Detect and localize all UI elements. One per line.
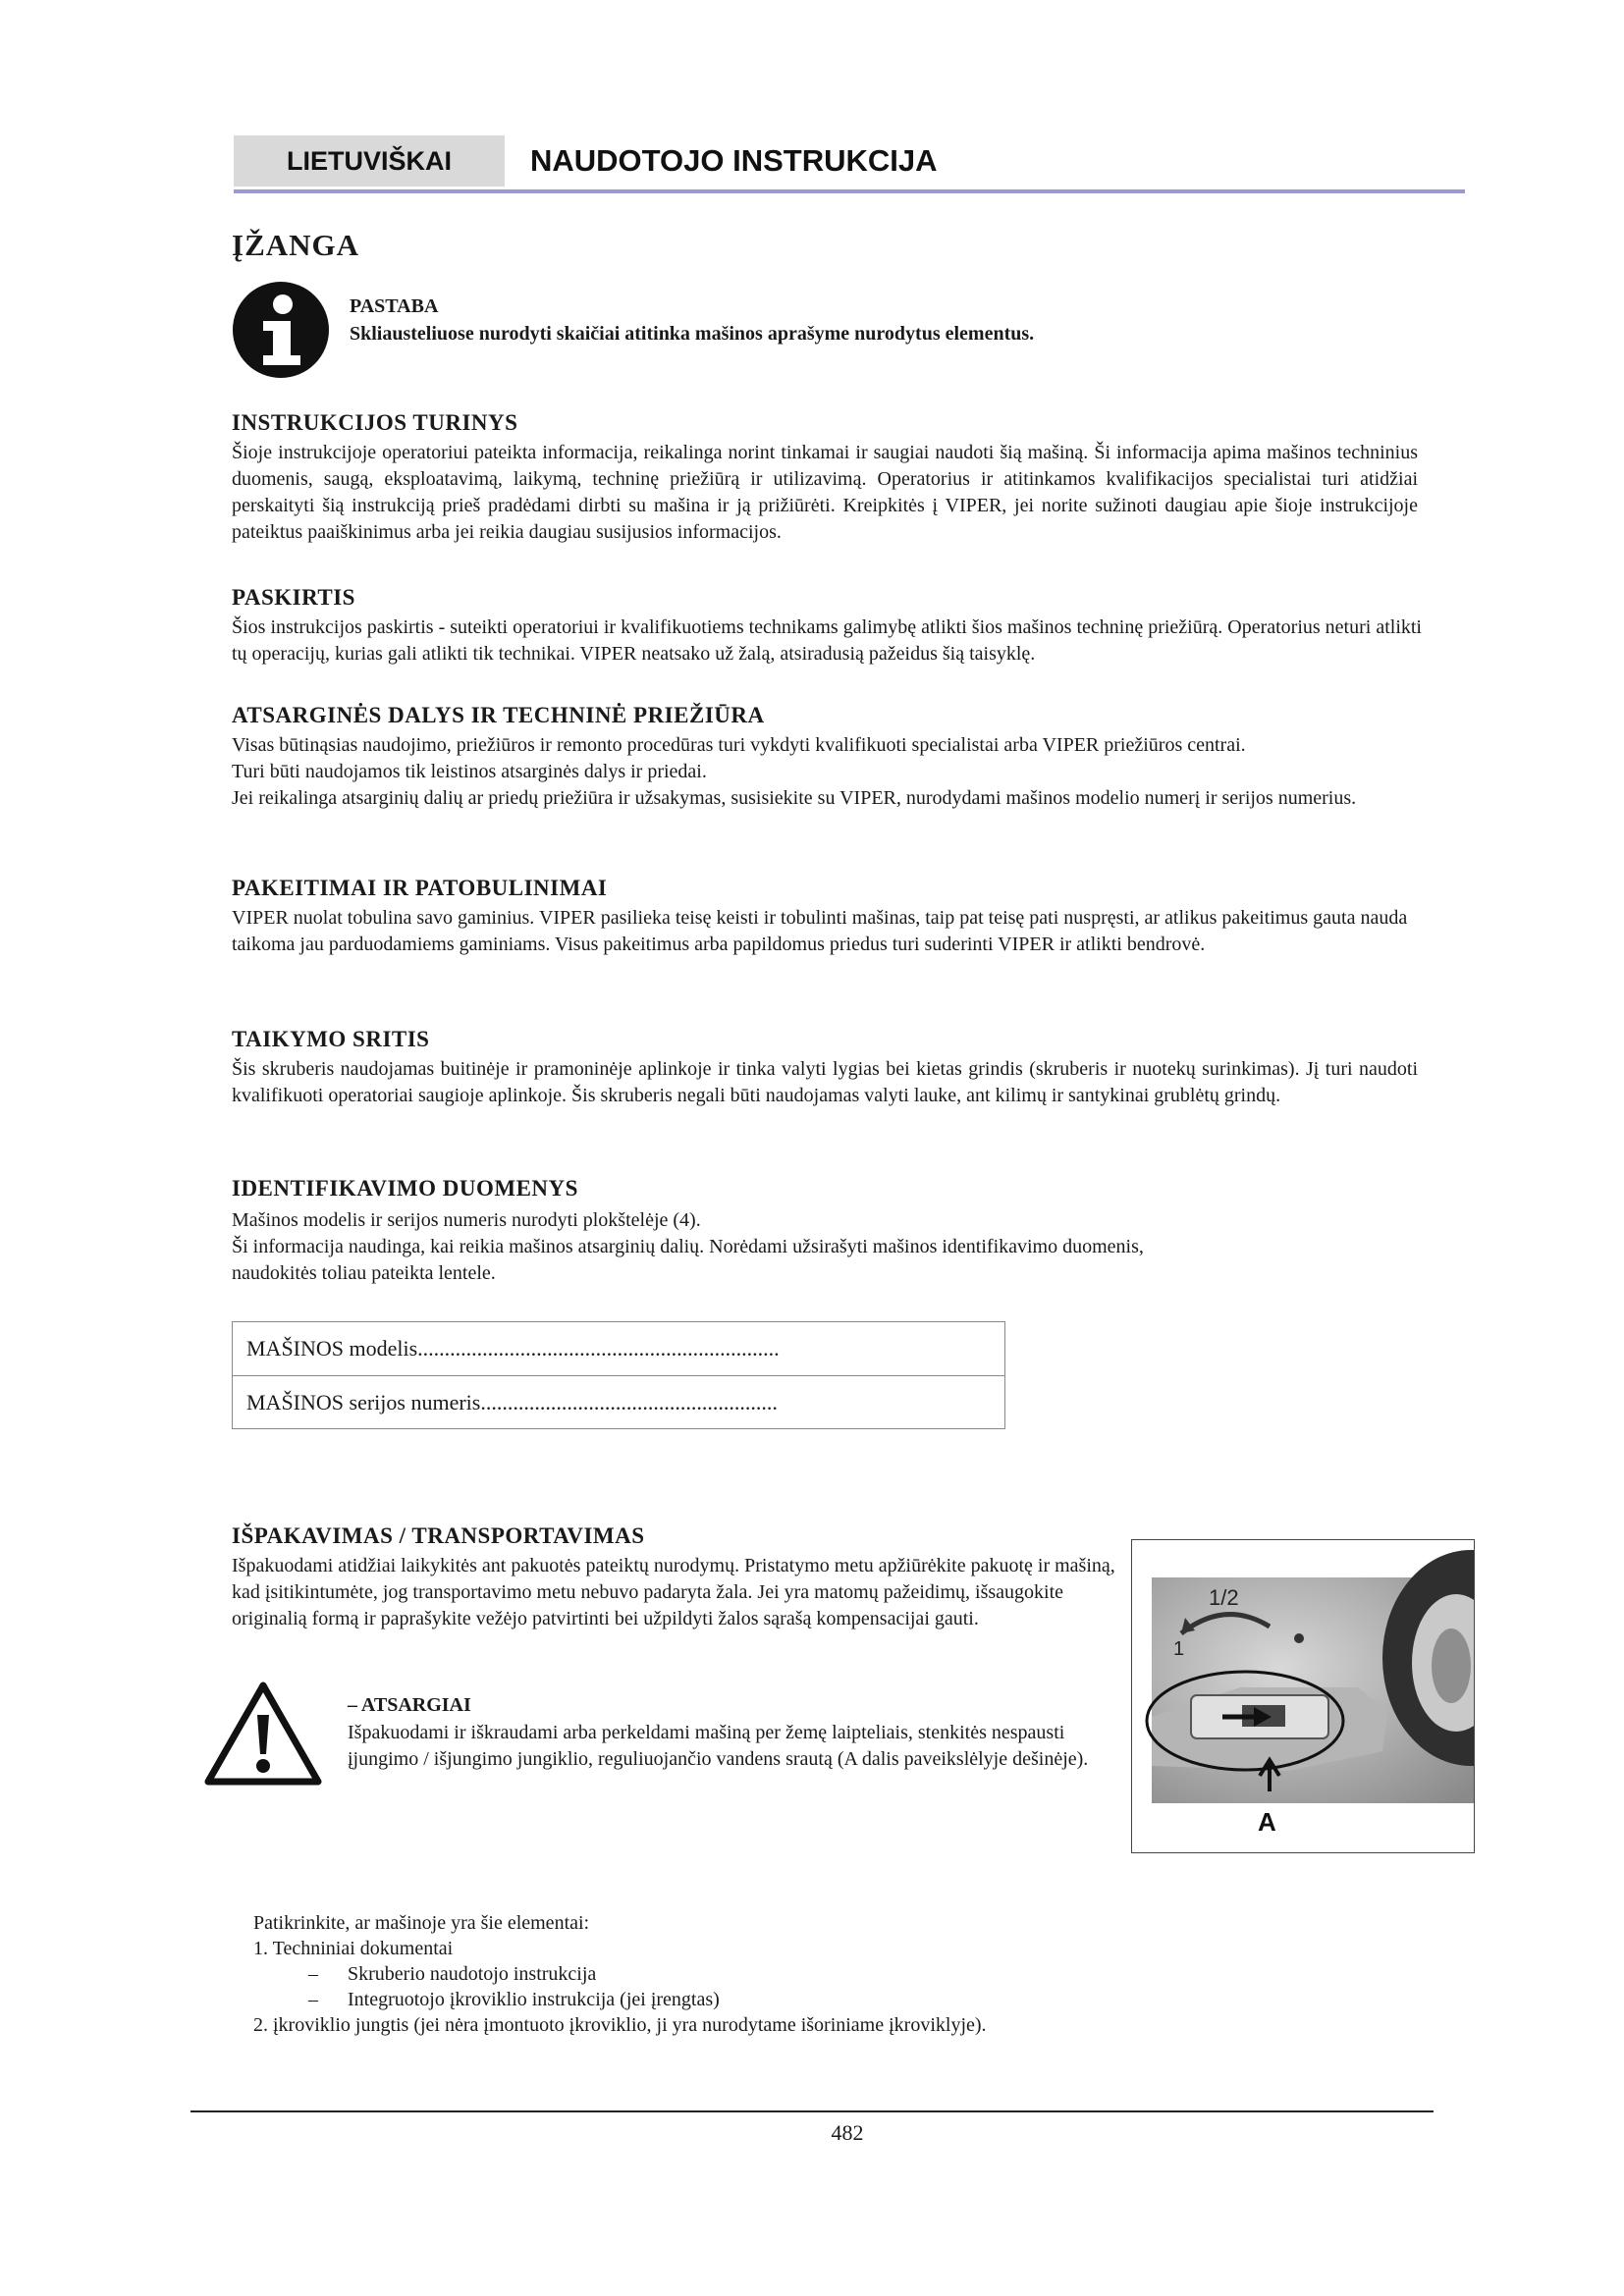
section-title-purpose: PASKIRTIS xyxy=(232,585,355,610)
section-title-identification: IDENTIFIKAVIMO DUOMENYS xyxy=(232,1176,578,1201)
intro-title: ĮŽANGA xyxy=(232,228,360,262)
check-intro: Patikrinkite, ar mašinoje yra šie elementai: xyxy=(253,1912,590,1934)
contents-paragraph: Šioje instrukcijoje operatoriui pateikta informacija, reikalinga norint tinkamai ir saugiai naudoti šią mašiną. Ši informacija apima mašinos techninius duomenis, saugą, eksploatavimą, laikymą, techninę priežiūrą ir utilizavimą. Operatorius ir atitinkamos kvalifikacijos specialistai turi atidžiai perskaityti šią instrukciją prieš pradėdami dirbti su mašina ir ją prižiūrėti. Kreipkitės į VIPER, jei norite sužinoti daugiau apie šioje instrukcijoje pateiktus paaiškinimus arba jei reikia daugiau susijusios informacijos. xyxy=(232,442,1418,543)
machine-model-row: MAŠINOS modelis................................................................... xyxy=(246,1336,780,1361)
spares-line-1: Visas būtinąsias naudojimo, priežiūros ir remonto procedūras turi vykdyti kvalifikuoti specialistai arba VIPER priežiūros centrai. xyxy=(232,734,1246,756)
section-title-unpacking: IŠPAKAVIMAS / TRANSPORTAVIMAS xyxy=(232,1523,645,1548)
warning-text: Išpakuodami ir iškraudami arba perkeldami mašiną per žemę laipteliais, stenkitės nespausti įjungimo / išjungimo jungiklio, reguliuojančio vandens srautą (A dalis paveikslėlyje dešinėje). xyxy=(348,1722,1089,1770)
machine-serial-row: MAŠINOS serijos numeris....................................................... xyxy=(233,1375,1004,1429)
section-body-scope xyxy=(232,1056,1418,1109)
dash-bullet: – xyxy=(308,1963,318,1985)
check-sub-item-2 xyxy=(253,1987,1235,2012)
identification-line-2: Ši informacija naudinga, kai reikia mašinos atsarginių dalių. Norėdami užsirašyti mašinos identifikavimo duomenis, xyxy=(232,1236,1144,1257)
photo-part-label: A xyxy=(1258,1807,1276,1837)
photo-step-label: 1 xyxy=(1173,1638,1185,1660)
section-body-unpacking xyxy=(232,1553,1123,1632)
section-body-identification xyxy=(232,1207,1410,1287)
check-sub-text-1: Skruberio naudotojo instrukcija xyxy=(348,1963,597,1985)
identification-line-1: Mašinos modelis ir serijos numeris nurodyti plokštelėje (4). xyxy=(232,1209,701,1231)
section-title-changes: PAKEITIMAI IR PATOBULINIMAI xyxy=(232,876,608,900)
check-sub-text-2: Integruotojo įkroviklio instrukcija (jei įrengtas) xyxy=(348,1989,720,2010)
identification-line-3: naudokitės toliau pateikta lentele. xyxy=(232,1262,496,1284)
spares-line-2: Turi būti naudojamos tik leistinos atsarginės dalys ir priedai. xyxy=(232,761,707,782)
warning-label: – ATSARGIAI xyxy=(348,1694,471,1716)
section-body-changes xyxy=(232,905,1420,958)
section-title-contents: INSTRUKCIJOS TURINYS xyxy=(232,410,518,435)
changes-paragraph: VIPER nuolat tobulina savo gaminius. VIPER pasilieka teisę keisti ir tobulinti mašinas, taip pat teisę pati nuspręsti, ar atlikus pakeitimus gauta nauda taikoma jau parduodamiems gaminiams. Visus pakeitimus arba papildomus priedus turi suderinti VIPER ir atlikti bendrovė. xyxy=(232,907,1408,955)
check-item-1: 1. Techniniai dokumentai xyxy=(253,1938,454,1959)
check-item-2: 2. įkroviklio jungtis (jei nėra įmontuoto įkroviklio, ji yra nurodytame išoriniame įkroviklyje). xyxy=(253,2014,987,2036)
section-body-purpose xyxy=(232,614,1430,667)
purpose-paragraph: Šios instrukcijos paskirtis - suteikti operatoriui ir kvalifikuotiems technikams galimybę atlikti šios mašinos techninę priežiūrą. Operatorius neturi atlikti tų operacijų, kurias gali atlikti tik technikai. VIPER neatsako už žalą, atsiradusią pažeidus šią taisyklę. xyxy=(232,616,1422,665)
photo-fraction-label: 1/2 xyxy=(1209,1585,1239,1610)
spares-line-3: Jei reikalinga atsarginių dalių ar priedų priežiūra ir užsakymas, susisiekite su VIPER, nurodydami mašinos modelio numerį ir serijos numerius. xyxy=(232,787,1357,809)
note-label: PASTABA xyxy=(350,295,439,317)
section-body-contents xyxy=(232,440,1418,546)
footer-rule xyxy=(190,2110,1434,2112)
info-icon xyxy=(232,281,330,379)
warning-triangle-icon xyxy=(204,1682,322,1786)
unpacking-paragraph: Išpakuodami atidžiai laikykitės ant pakuotės pateiktų nurodymų. Pristatymo metu apžiūrėkite pakuotę ir mašiną, kad įsitikintumėte, jog transportavimo metu nebuvo padaryta žala. Jei yra matomų pažeidimų, išsaugokite originalią formą ir paprašykite vežėjo patvirtinti bei užpildyti žalos sąrašą kompensacijai gauti. xyxy=(232,1555,1115,1629)
page-number: 482 xyxy=(831,2120,864,2145)
document-title: NAUDOTOJO INSTRUKCIJA xyxy=(530,143,938,178)
scope-paragraph: Šis skruberis naudojamas buitinėje ir pramoninėje aplinkoje ir tinka valyti lygias bei kietas grindis (skruberis ir nuotekų surinkimas). Jį turi naudoti kvalifikuoti operatoriai saugioje aplinkoje. Šis skruberis negali būti naudojamas valyti lauke, ant kilimų ir santykinai grublėtų grindų. xyxy=(232,1058,1418,1106)
header-rule xyxy=(234,189,1465,193)
section-title-scope: TAIKYMO SRITIS xyxy=(232,1027,430,1051)
language-tab: LIETUVIŠKAI xyxy=(234,135,505,187)
check-list xyxy=(253,1910,1235,2038)
note-text: Skliausteliuose nurodyti skaičiai atitinka mašinos aprašyme nurodytus elementus. xyxy=(350,323,1035,345)
dash-bullet: – xyxy=(308,1989,318,2010)
switch-photo xyxy=(1131,1539,1475,1853)
section-body-spares xyxy=(232,732,1479,812)
section-title-spares: ATSARGINĖS DALYS IR TECHNINĖ PRIEŽIŪRA xyxy=(232,703,765,727)
check-sub-item-1 xyxy=(253,1961,1235,1987)
identification-table xyxy=(232,1321,1005,1429)
